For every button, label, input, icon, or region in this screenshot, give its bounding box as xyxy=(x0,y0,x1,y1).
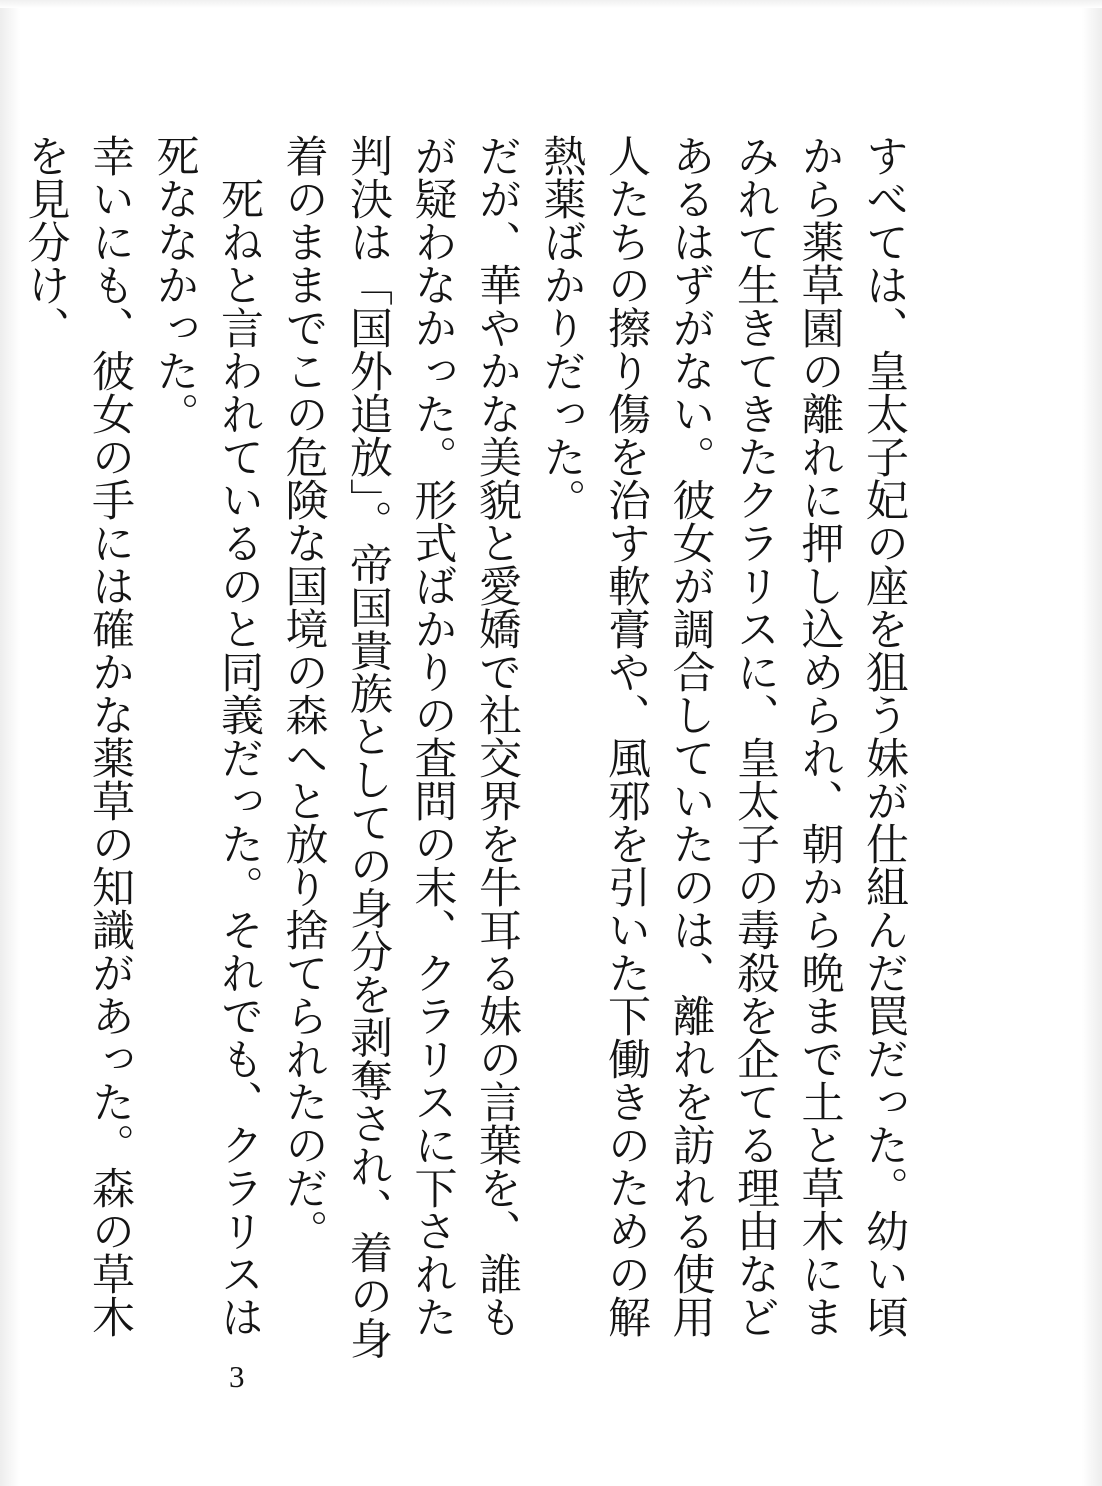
page-number: 3 xyxy=(229,1359,245,1394)
paragraph-1: すべては、皇太子妃の座を狙う妹が仕組んだ罠だった。幼い頃から薬草園の離れに押し込められ、朝から晩まで土と草木にまみれて生きてきたクラリスに、皇太子の毒殺を企てる理由などあるはずがない。彼女が調合していたのは、離れを訪れる使用人たちの擦り傷を治す軟膏や、風邪を引いた下働きのための解熱薬ばかりだった。 xyxy=(536,134,909,1338)
page-edge-shadow-top xyxy=(0,0,1102,8)
vertical-text-body xyxy=(13,134,916,1366)
paragraph-4: 幸いにも、彼女の手には確かな薬草の知識があった。森の草木を見分け、 xyxy=(20,134,135,1338)
paragraph-3: 死ねと言われているのと同義だった。それでも、クラリスは死ななかった。 xyxy=(149,134,264,1338)
page-edge-shadow-right xyxy=(1082,0,1102,1486)
paragraph-2: だが、華やかな美貌と愛嬌で社交界を牛耳る妹の言葉を、誰もが疑わなかった。形式ばかりの査問の末、クラリスに下された判決は「国外追放」。帝国貴族としての身分を剥奪され、着の身着のままでこの危険な国境の森へと放り捨てられたのだ。 xyxy=(278,134,522,1360)
